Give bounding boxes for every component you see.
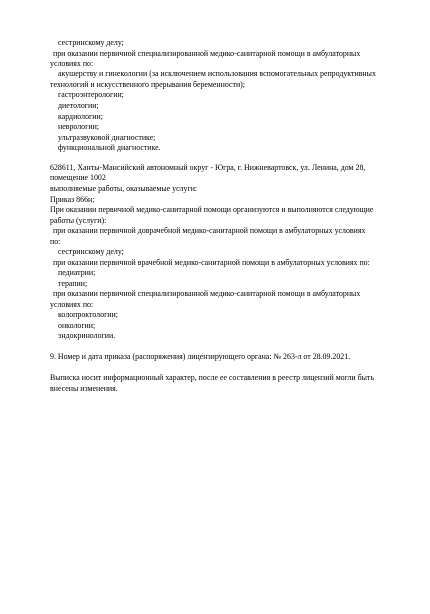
text-line: по: — [50, 237, 61, 246]
text-line: сестринскому делу; — [58, 247, 124, 256]
text-line: терапии; — [58, 279, 88, 288]
text-line: условиях по: — [50, 59, 94, 68]
text-line: диетологии; — [58, 101, 99, 110]
text-line: неврологии; — [58, 122, 99, 131]
text-line: технологий и искусственного прерывания беременности); — [50, 80, 245, 89]
text-line: функциональной диагностике. — [58, 143, 161, 152]
text-line: при оказании первичной врачебной медико-санитарной помощи в амбулаторных условиях по: — [53, 258, 370, 267]
address-line: помещение 1002 — [50, 173, 106, 182]
text-line: педиатрии; — [58, 268, 96, 277]
text-line: кардиологии; — [58, 112, 103, 121]
text-line: колопроктологии; — [58, 310, 118, 319]
disclaimer-line: внесены изменения. — [50, 384, 118, 393]
text-line: эндокринологии. — [58, 331, 116, 340]
text-line: при оказании первичной специализированной медико-санитарной помощи в амбулаторных — [53, 289, 361, 298]
text-line: при оказании первичной специализированной медико-санитарной помощи в амбулаторных — [53, 49, 361, 58]
order-reference: Приказ 866н; — [50, 195, 95, 204]
text-line: при оказании первичной доврачебной медико-санитарной помощи в амбулаторных условиях — [53, 226, 366, 235]
disclaimer-line: Выписка носит информационный характер, после ее составления в реестр лицензий могли быть — [50, 373, 374, 382]
text-line: работы (услуги): — [50, 216, 107, 225]
text-line: акушерству и гинекологии (за исключением использования вспомогательных репродуктивных — [58, 69, 376, 78]
text-line: сестринскому делу; — [58, 38, 124, 47]
text-line: гастроэнтерологии; — [58, 90, 124, 99]
services-heading: выполняемые работы, оказываемые услуги: — [50, 184, 198, 193]
text-line: ультразвуковой диагностике; — [58, 133, 156, 142]
text-line: онкологии; — [58, 321, 96, 330]
text-line: При оказании первичной медико-санитарной помощи организуются и выполняются следующие — [50, 205, 374, 214]
address-line: 628611, Ханты-Мансийский автономный округ - Югра, г. Нижневартовск, ул. Ленина, дом 28, — [50, 163, 366, 172]
section-9-order: 9. Номер и дата приказа (распоряжения) лицензирующего органа: № 263-л от 28.09.2021. — [50, 352, 351, 361]
text-line: условиях по: — [50, 300, 94, 309]
